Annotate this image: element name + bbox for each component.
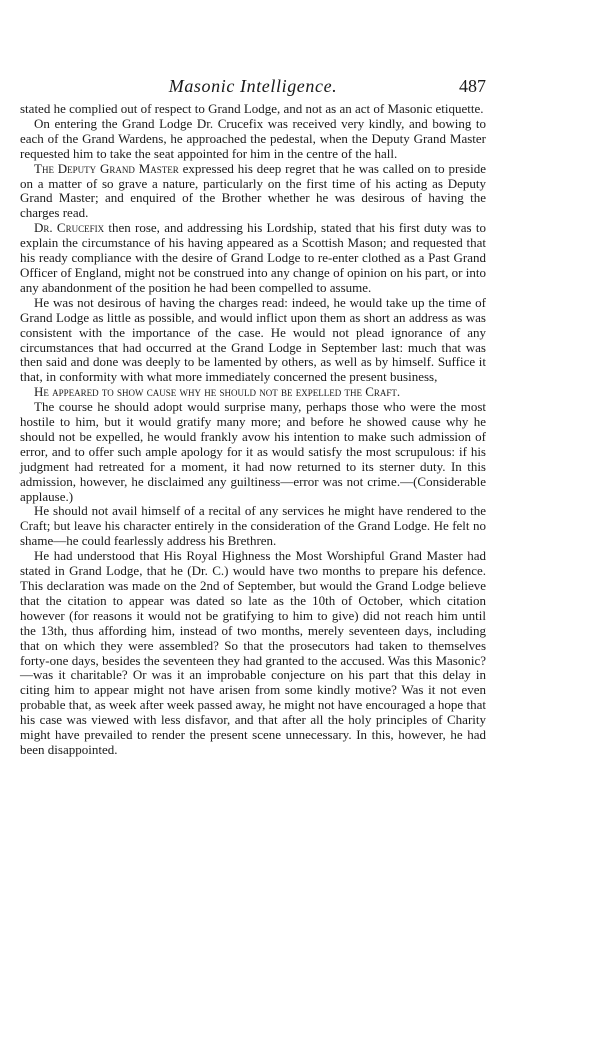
page-number: 487	[459, 76, 486, 96]
paragraph: He should not avail himself of a recital of any services he might have rendered to the Craft; but leave his character entirely in the consideration of the Grand Lodge. He felt no shame—he could fearlessly address his Brethren.	[20, 503, 486, 549]
paragraph: The Deputy Grand Master expressed his deep regret that he was called on to preside on a matter of so grave a nature, particularly on the first time of his acting as Deputy Grand Master; and enquired of the Brother whether he was desirous of having the charges read.	[20, 160, 487, 221]
paragraph-lead: Dr. Crucefix	[34, 220, 105, 236]
paragraph: He was not desirous of having the charges read: indeed, he would take up the time of Grand Lodge as little as possible, and would inflict upon them as short an address as was consistent with the importance of the case. He would not plead ignorance of any circumstances that had occurred at the Grand Lodge in September last: much that was then said and done was deeply to be lamented by others, as well as by himself. Suffice it that, in conformity with what more immediately concerned the present business,	[20, 294, 486, 385]
paragraph-lead: The Deputy Grand Master	[34, 160, 179, 176]
book-page	[20, 76, 486, 758]
paragraph: stated he complied out of respect to Grand Lodge, and not as an act of Masonic etiquette.	[20, 101, 484, 116]
paragraph: He had understood that His Royal Highness the Most Worshipful Grand Master had stated in Grand Lodge, that he (Dr. C.) would have two months to prepare his defence. This declaration was made on the 2nd of September, but would the Grand Lodge believe that the citation to appear was dated so late as the 10th of October, which citation however (for reasons it would not be gratifying to him to give) did not reach him until the 13th, thus affording him, instead of two months, merely seventeen days, including that on which they were assembled? So that the prosecutors had taken to themselves forty-one days, besides the seventeen they had granted to the accused. Was this Masonic?—was it charitable? Or was it an improbable conjecture on his part that this delay in citing him to appear might not have arisen from some kindly motive? Was it not even probable that, as week after week passed away, he might not have encouraged a hope that his case was viewed with less disfavor, and that after all the holy principles of Charity might have prevailed to render the present scene unnecessary. In this, however, he had been disappointed.	[20, 548, 486, 757]
body-text	[20, 102, 486, 758]
section-heading: He appeared to show cause why he should not be expelled the Craft.	[34, 384, 401, 400]
paragraph: Dr. Crucefix then rose, and addressing his Lordship, stated that his first duty was to explain the circumstance of his having appeared as a Scottish Mason; and requested that his ready compliance with the desire of Grand Lodge to re-enter clothed as a Past Grand Officer of England, might not be construed into any change of opinion on his part, or into any abandonment of the position he had been compelled to assume.	[20, 220, 486, 295]
running-title: Masonic Intelligence.	[168, 76, 338, 96]
paragraph: On entering the Grand Lodge Dr. Crucefix was received very kindly, and bowing to each of the Grand Wardens, he approached the pedestal, when the Deputy Grand Master requested him to take the seat appointed for him in the centre of the hall.	[20, 115, 486, 161]
page-header	[20, 76, 486, 102]
paragraph: The course he should adopt would surprise many, perhaps those who were the most hostile to him, but it would gratify many more; and before he showed cause why he should not be expelled, he would frankly avow his intention to make such admission of error, and to offer such ample apology for it as would satisfy the most scrupulous: if his judgment had retreated for a moment, it had now returned to its sterner duty. In this admission, however, he disclaimed any guiltiness—error was not crime.—(Considerable applause.)	[20, 399, 486, 504]
